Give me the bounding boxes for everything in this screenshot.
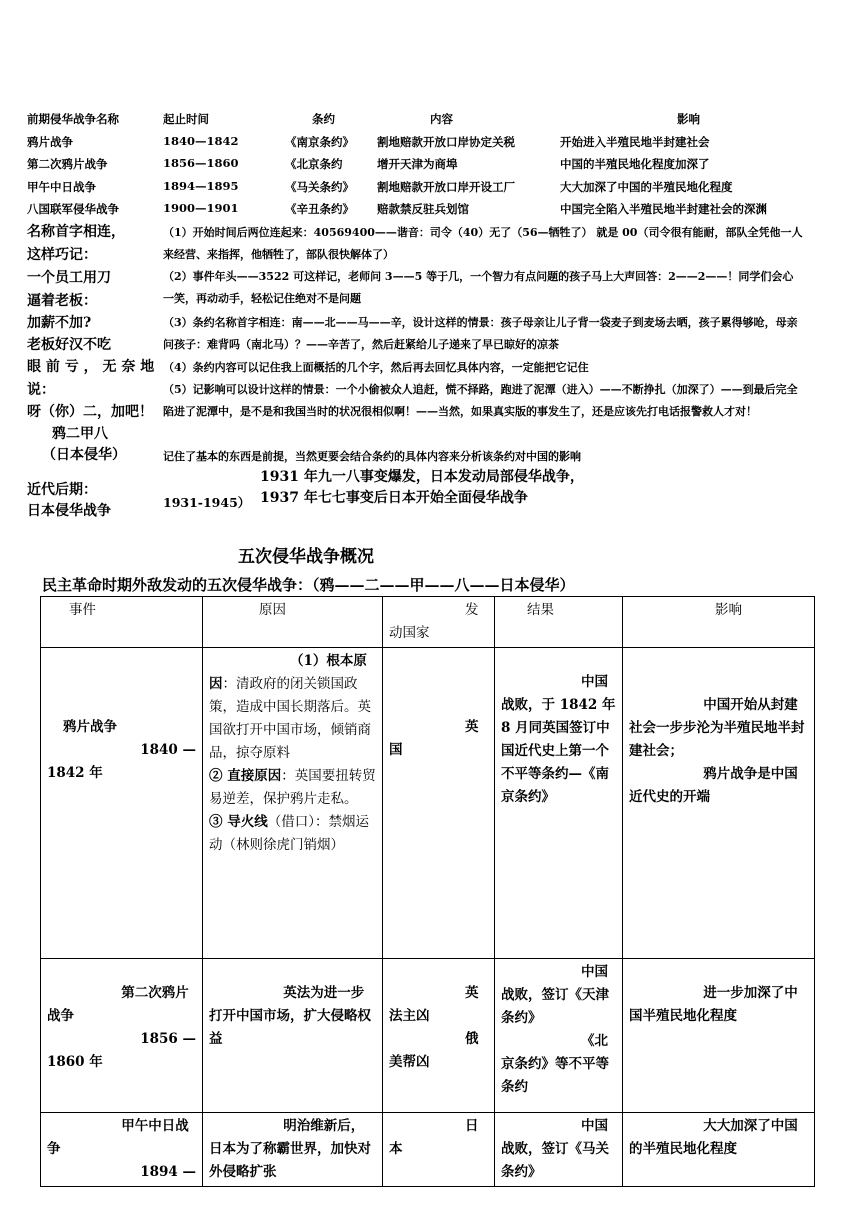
second-cause: 英法为进一步打开中国市场，扩大侵略权益 [203,959,383,1113]
note-3: （3）条约名称首字相连：南——北——马——辛，设计这样的情景：孩子母亲让儿子背一袋麦子到麦场去晒，孩子累得够呛，母亲问孩子：难背吗（南北马）？——辛苦了，然后赶紧给儿子递来了早已晾好的凉茶 [163,316,798,351]
opium-cause-3 [209,811,376,857]
later-war-name: 日本侵华战争 [27,503,111,519]
mnemonic-line: 一个员工用刀 [27,270,111,286]
mnemonic-line: 眼 前 亏 ， 无 奈 地 [27,359,155,375]
summary-cell: 割地赔款开放口岸开设工厂 [377,180,515,194]
summary-cell: 八国联军侵华战争 [27,202,119,216]
page-subtitle: 民主革命时期外敌发动的五次侵华战争：（鸦——二——甲——八——日本侵华） [42,576,575,594]
table-header-row [41,597,815,648]
header-result: 结果 [495,597,623,648]
table-row [41,1113,815,1187]
opium-cause [203,648,383,959]
opium-impact [623,648,815,959]
opium-event-name: 鸦片战争 [63,719,117,735]
opium-event-start: 1840 — [140,742,196,758]
second-result-2: 《北京条约》等不平等条约 [501,1033,609,1095]
summary-cell: 开始进入半殖民地半封建社会 [560,135,710,149]
note-4: （4）条约内容可以记住我上面概括的几个字，然后再去回忆具体内容，一定能把它记住 [163,361,589,374]
summary-cell: 中国完全陷入半殖民地半封建社会的深渊 [560,202,767,216]
note-5: （5）记影响可以设计这样的情景：一个小偷被众人追赶，慌不择路，跑进了泥潭（进入）——不断挣扎（加深了）——到最后完全陷进了泥潭中，是不是和我国当时的状况很相似啊！——当然，如果真实版的事发生了，还是应该先打电话报警救人才对！ [163,383,798,418]
note-6: 记住了基本的东西是前提，当然更要会结合条约的具体内容来分析该条约对中国的影响 [163,450,581,463]
second-country-main: 英法主凶 [389,985,479,1024]
second-event [41,959,203,1113]
wars-table [40,596,815,1187]
summary-header-content: 内容 [430,112,453,126]
summary-cell: 1856—1860 [163,156,239,170]
opium-cause-3-text: （借口）：禁烟运动（林则徐虎门销烟） [209,814,369,853]
opium-country: 英国 [383,648,495,959]
summary-header-treaty: 条约 [312,112,335,126]
opium-cause-1-label: （1）根本原因 [209,653,367,692]
summary-cell: 《南京条约》 [285,135,354,149]
opium-cause-1-text: ：清政府的闭关锁国政策，造成中国长期落后。英国欲打开中国市场，倾销商品，掠夺原料 [209,676,371,761]
sino-country: 日本 [383,1113,495,1187]
later-line-1: 1931 年九一八事变爆发，日本发动局部侵华战争， [260,469,584,485]
opium-event-end: 1842 年 [47,765,103,781]
table-row [41,648,815,959]
summary-cell: 1840—1842 [163,134,239,148]
opium-event [41,648,203,959]
mnemonic-line: 加薪不加? [27,315,92,331]
summary-header-time: 起止时间 [163,112,209,126]
summary-cell: 鸦片战争 [27,135,73,149]
opium-impact-2: 鸦片战争是中国近代史的开端 [629,766,798,805]
summary-cell: 割地赔款开放口岸协定关税 [377,135,515,149]
summary-header-name: 前期侵华战争名称 [27,112,119,126]
second-event-end: 1860 年 [47,1054,103,1070]
summary-cell: 大大加深了中国的半殖民地化程度 [560,180,733,194]
opium-cause-2-text: ：英国要扭转贸易逆差，保护鸦片走私。 [209,768,376,807]
header-event: 事件 [41,597,203,648]
mnemonic-line: 说： [27,382,55,398]
summary-cell: 赔款禁反驻兵划馆 [377,202,469,216]
note-1: （1）开始时间后两位连起来：40569400——谐音：司令（40）无了（56—牺牲了） 就是 00（司令很有能耐，部队全凭他一人来经营、来指挥，他牺牲了，部队很快解体了） [163,226,803,261]
summary-cell: 甲午中日战争 [27,180,96,194]
summary-cell: 第二次鸦片战争 [27,157,108,171]
opium-impact-1: 中国开始从封建社会一步步沦为半殖民地半封建社会； [629,697,805,759]
mnemonic-line: 名称首字相连， [27,224,125,240]
later-line-2: 1937 年七七事变后日本开始全面侵华战争 [260,490,528,506]
second-result [495,959,623,1113]
later-label: 近代后期： [27,482,97,498]
summary-cell: 中国的半殖民地化程度加深了 [560,157,710,171]
page-title: 五次侵华战争概况 [238,547,374,567]
second-event-name: 第二次鸦片战争 [47,985,189,1024]
header-impact: 影响 [623,597,815,648]
sino-event [41,1113,203,1187]
mnemonic-summary: 鸦二甲八 [52,426,108,442]
summary-header-impact: 影响 [677,112,700,126]
opium-cause-2 [209,765,376,811]
summary-cell: 《马关条约》 [285,180,354,194]
summary-cell: 1900—1901 [163,201,239,215]
opium-cause-2-label: ② 直接原因 [209,768,282,784]
mnemonic-japan: （日本侵华） [42,447,126,463]
summary-cell: 增开天津为商埠 [377,157,458,171]
summary-cell: 《辛丑条约》 [285,202,354,216]
header-cause: 原因 [203,597,383,648]
mnemonic-line: 逼着老板： [27,293,97,309]
second-impact: 进一步加深了中国半殖民地化程度 [623,959,815,1113]
sino-result: 中国战败，签订《马关条约》 [495,1113,623,1187]
mnemonic-line: 这样巧记： [27,247,97,263]
opium-result: 中国战败，于 1842 年 8 月同英国签订中国近代史上第一个不平等条约—《南京条约》 [495,648,623,959]
table-row [41,959,815,1113]
header-country: 发动国家 [383,597,495,648]
second-country [383,959,495,1113]
second-country-accomplice: 俄美帮凶 [389,1031,479,1070]
second-event-start: 1856 — [140,1031,196,1047]
opium-cause-1 [209,650,376,765]
sino-event-start: 1894 — [140,1164,196,1180]
sino-event-name: 甲午中日战争 [47,1118,189,1157]
mnemonic-line: 老板好汉不吃 [27,337,111,353]
mnemonic-line: 呀（你）二，加吧！ [27,404,153,420]
sino-impact: 大大加深了中国的半殖民地化程度 [623,1113,815,1187]
summary-cell: 《北京条约 [285,157,343,171]
sino-cause: 明治维新后，日本为了称霸世界，加快对外侵略扩张 [203,1113,383,1187]
summary-cell: 1894—1895 [163,179,239,193]
later-period-years: 1931-1945） [163,495,251,510]
opium-cause-3-label: ③ 导火线 [209,814,268,830]
second-result-1: 中国战败，签订《天津条约》 [501,964,609,1026]
note-2: （2）事件年头——3522 可这样记，老师问 3——5 等于几，一个智力有点问题的孩子马上大声回答：2——2——！同学们会心一笑，再动动手，轻松记住绝对不是问题 [163,270,794,305]
